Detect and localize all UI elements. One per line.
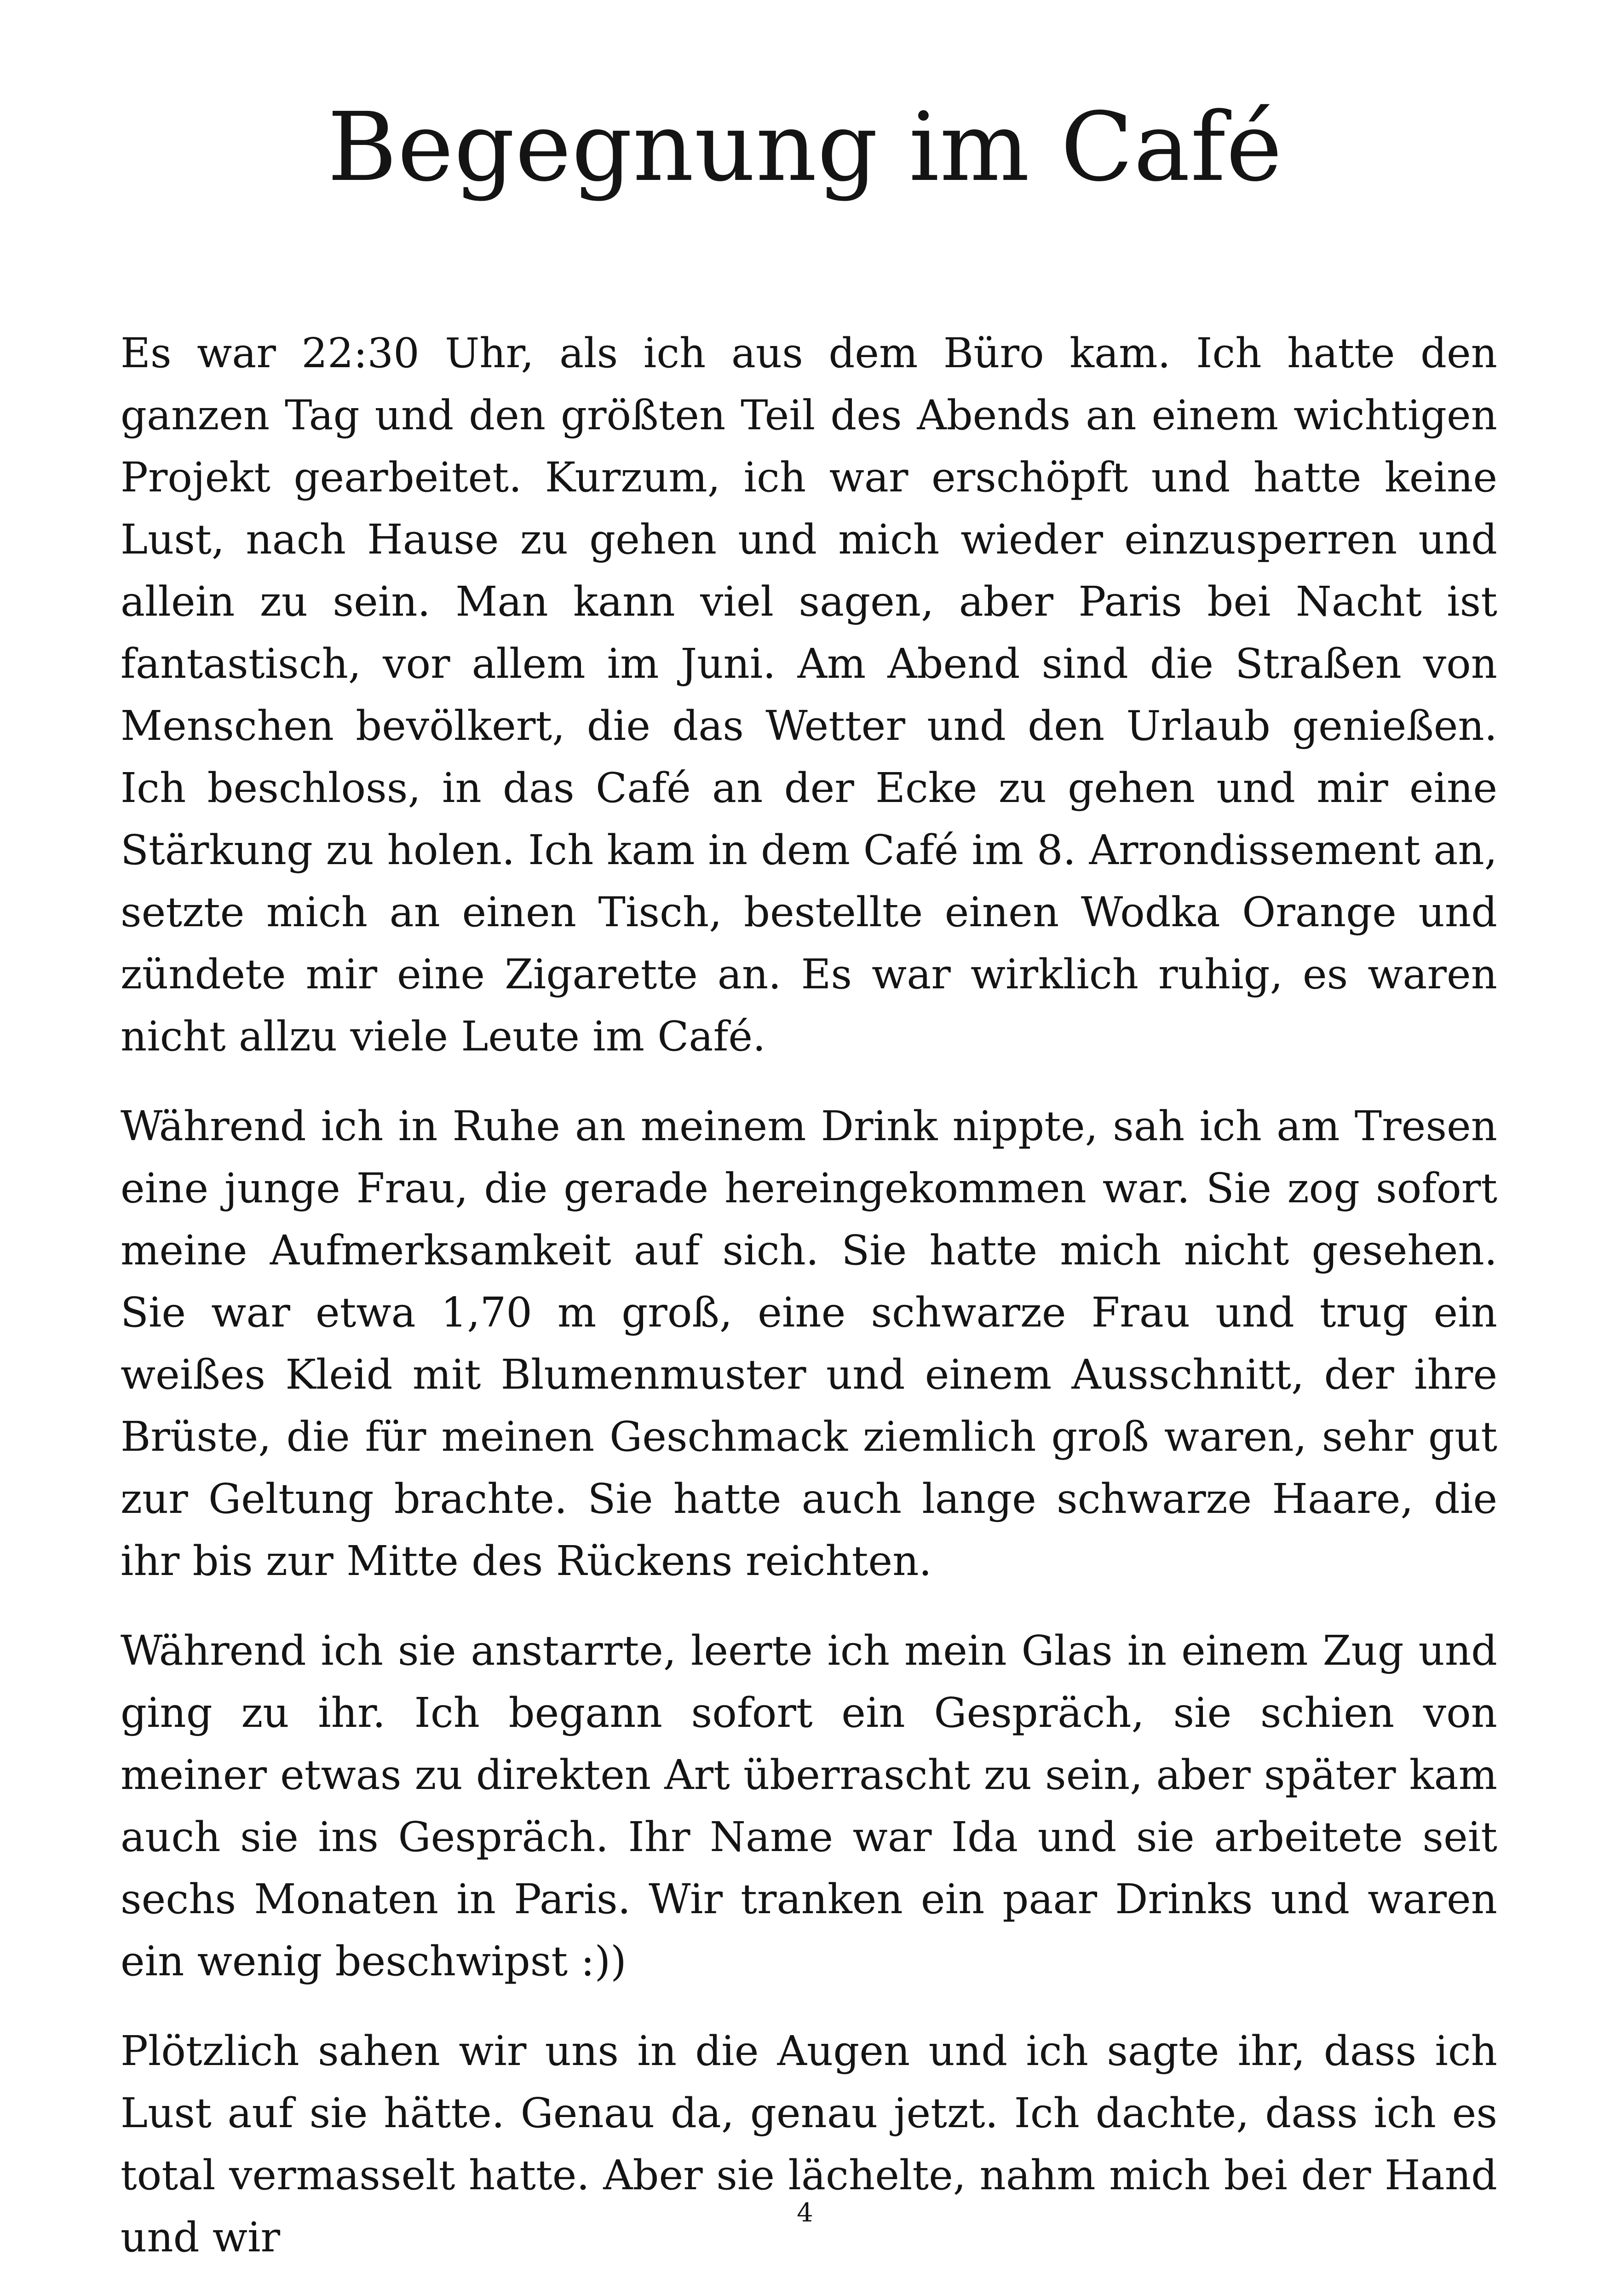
page-number: 4 [797,2198,813,2228]
paragraph-1: Es war 22:30 Uhr, als ich aus dem Büro kam. Ich hatte den ganzen Tag und den größten Teil des Abends an einem wichtigen Projekt gearbeitet. Kurzum, ich war erschöpft und hatte keine Lust, nach Hause zu gehen und mich wieder einzusperren und allein zu sein. Man kann viel sagen, aber Paris bei Nacht ist fantastisch, vor allem im Juni. Am Abend sind die Straßen von Menschen bevölkert, die das Wetter und den Urlaub genießen. Ich beschloss, in das Café an der Ecke zu gehen und mir eine Stärkung zu holen. Ich kam in dem Café im 8. Arrondissement an, setzte mich an einen Tisch, bestellte einen Wodka Orange und zündete mir eine Zigarette an. Es war wirklich ruhig, es waren nicht allzu viele Leute im Café. [121,329,1497,1060]
body-text [121,322,1497,2296]
paragraph-3: Während ich sie anstarrte, leerte ich mein Glas in einem Zug und ging zu ihr. Ich begann sofort ein Gespräch, sie schien von meiner etwas zu direkten Art überrascht zu sein, aber später kam auch sie ins Gespräch. Ihr Name war Ida und sie arbeitete seit sechs Monaten in Paris. Wir tranken ein paar Drinks und waren ein wenig beschwipst :)) [121,1627,1497,1985]
paragraph-4: Plötzlich sahen wir uns in die Augen und ich sagte ihr, dass ich Lust auf sie hätte. Genau da, genau jetzt. Ich dachte, dass ich es total vermasselt hatte. Aber sie lächelte, nahm mich bei der Hand und wir [121,2027,1497,2261]
page-title: Begegnung im Café [327,92,1283,202]
paragraph-2: Während ich in Ruhe an meinem Drink nippte, sah ich am Tresen eine junge Frau, die gerade hereingekommen war. Sie zog sofort meine Aufmerksamkeit auf sich. Sie hatte mich nicht gesehen. Sie war etwa 1,70 m groß, eine schwarze Frau und trug ein weißes Kleid mit Blumenmuster und einem Ausschnitt, der ihre Brüste, die für meinen Geschmack ziemlich groß waren, sehr gut zur Geltung brachte. Sie hatte auch lange schwarze Haare, die ihr bis zur Mitte des Rückens reichten. [121,1102,1497,1585]
